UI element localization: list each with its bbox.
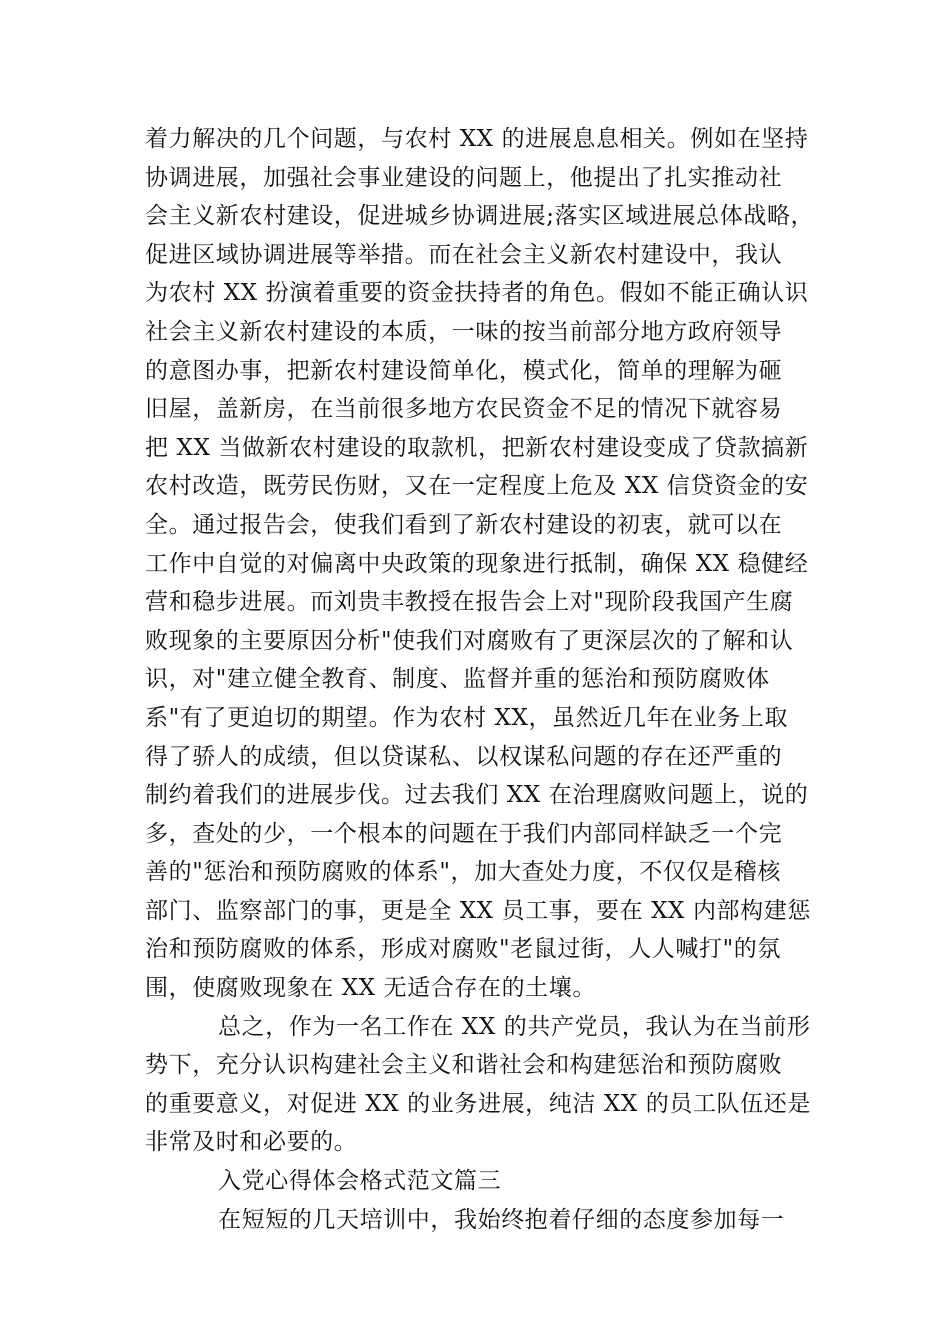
paragraph-line: 多，查处的少，一个根本的问题在于我们内部同样缺乏一个完 bbox=[145, 820, 783, 847]
paragraph-line: 旧屋，盖新房，在当前很多地方农民资金不足的情况下就容易 bbox=[145, 396, 783, 423]
paragraph-line: 系"有了更迫切的期望。作为农村 XX，虽然近几年在业务上取 bbox=[145, 704, 789, 731]
paragraph-line: 把 XX 当做新农村建设的取款机，把新农村建设变成了贷款搞新 bbox=[145, 434, 809, 461]
paragraph-line: 农村改造，既劳民伤财，又在一定程度上危及 XX 信贷资金的安 bbox=[145, 473, 809, 500]
paragraph-line: 协调进展，加强社会事业建设的问题上，他提出了扎实推动社 bbox=[145, 164, 783, 191]
paragraph-line: 制约着我们的进展步伐。过去我们 XX 在治理腐败问题上，说的 bbox=[145, 782, 809, 809]
paragraph-line: 全。通过报告会，使我们看到了新农村建设的初衷，就可以在 bbox=[145, 511, 783, 538]
paragraph-line: 围，使腐败现象在 XX 无适合存在的土壤。 bbox=[145, 975, 596, 1002]
paragraph-line: 善的"惩治和预防腐败的体系"，加大查处力度，不仅仅是稽核 bbox=[145, 859, 781, 886]
paragraph-line: 会主义新农村建设，促进城乡协调进展;落实区域进展总体战略， bbox=[145, 203, 815, 230]
paragraph-line: 部门、监察部门的事，更是全 XX 员工事，要在 XX 内部构建惩 bbox=[145, 897, 811, 924]
paragraph-line: 势下，充分认识构建社会主义和谐社会和构建惩治和预防腐败 bbox=[145, 1052, 783, 1079]
paragraph-line: 败现象的主要原因分析"使我们对腐败有了更深层次的了解和认 bbox=[145, 627, 794, 654]
paragraph-line: 得了骄人的成绩，但以贷谋私、以权谋私问题的存在还严重的 bbox=[145, 743, 783, 770]
paragraph-line: 促进区域协调进展等举措。而在社会主义新农村建设中，我认 bbox=[145, 241, 783, 268]
paragraph-line: 社会主义新农村建设的本质，一味的按当前部分地方政府领导 bbox=[145, 318, 783, 345]
paragraph-line: 着力解决的几个问题，与农村 XX 的进展息息相关。例如在坚持 bbox=[145, 126, 809, 152]
document-body bbox=[145, 120, 815, 1239]
paragraph-line: 治和预防腐败的体系，形成对腐败"老鼠过街，人人喊打"的氛 bbox=[145, 936, 781, 963]
paragraph-line: 的重要意义，对促进 XX 的业务进展，纯洁 XX 的员工队伍还是 bbox=[145, 1090, 811, 1117]
paragraph-line: 为农村 XX 扮演着重要的资金扶持者的角色。假如不能正确认识 bbox=[145, 280, 809, 307]
paragraph-line: 识，对"建立健全教育、制度、监督并重的惩治和预防腐败体 bbox=[145, 666, 770, 693]
paragraph-line: 非常及时和必要的。 bbox=[145, 1129, 358, 1156]
paragraph-line: 总之，作为一名工作在 XX 的共产党员，我认为在当前形 bbox=[218, 1013, 811, 1040]
paragraph-line: 工作中自觉的对偏离中央政策的现象进行抵制，确保 XX 稳健经 bbox=[145, 550, 809, 577]
section-heading: 入党心得体会格式范文篇三 bbox=[218, 1168, 502, 1195]
paragraph-line: 的意图办事，把新农村建设简单化，模式化，简单的理解为砸 bbox=[145, 357, 783, 384]
paragraph-line: 营和稳步进展。而刘贵丰教授在报告会上对"现阶段我国产生腐 bbox=[145, 589, 794, 616]
paragraph-line: 在短短的几天培训中，我始终抱着仔细的态度参加每一 bbox=[218, 1206, 785, 1233]
